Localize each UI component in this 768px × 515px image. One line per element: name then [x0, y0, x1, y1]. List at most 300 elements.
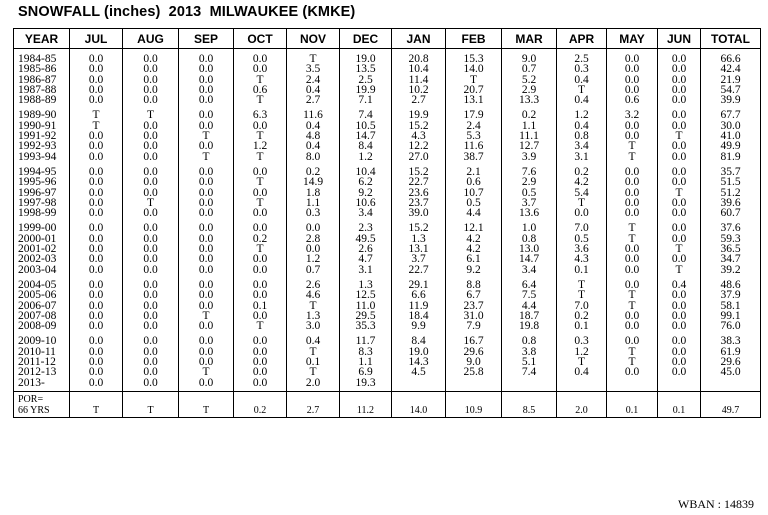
column-header-year: YEAR [14, 29, 70, 49]
snowfall-value: 0.5 [466, 196, 481, 209]
snowfall-value: 9.2 [466, 263, 481, 276]
snowfall-value: 0.5 [574, 232, 589, 245]
column-cell-oct [234, 165, 287, 221]
snowfall-value: 19.0 [355, 53, 376, 65]
snowfall-value: 59.3 [720, 232, 741, 245]
snowfall-value: 0.0 [305, 243, 321, 256]
snowfall-value: 27.0 [408, 150, 429, 163]
snowfall-value: 6.4 [521, 278, 537, 291]
snowfall-value: 14.0 [463, 63, 484, 76]
snowfall-value: 0.0 [143, 73, 158, 86]
snowfall-value: 0.0 [624, 309, 640, 322]
snowfall-value: 0.0 [624, 320, 640, 333]
snowfall-value: 7.4 [521, 366, 537, 379]
snowfall-value: 0.0 [624, 243, 640, 256]
snowfall-value: 3.6 [574, 243, 589, 256]
snowfall-value: 0.0 [143, 263, 158, 276]
year-label: 1995-96 [18, 176, 57, 189]
snowfall-value: 0.0 [143, 289, 158, 302]
snowfall-value: 5.4 [574, 186, 589, 199]
wban-label: WBAN : 14839 [678, 497, 754, 511]
snowfall-value: 9.0 [466, 356, 481, 369]
column-cell-feb [446, 108, 502, 164]
snowfall-value: 15.2 [408, 222, 429, 235]
snowfall-value: 0.0 [198, 345, 214, 358]
snowfall-value: 0.5 [521, 186, 537, 199]
snowfall-value: 0.0 [88, 278, 104, 291]
snowfall-value: 0.0 [671, 309, 687, 322]
snowfall-value: 54.7 [720, 83, 741, 96]
column-cell-year [14, 108, 70, 164]
snowfall-value: 0.4 [671, 278, 687, 291]
snowfall-value: 3.7 [411, 253, 426, 266]
por-summary-row [14, 391, 761, 417]
page-title: SNOWFALL (inches) 2013 MILWAUKEE (KMKE) [18, 4, 356, 20]
snowfall-value: 0.0 [252, 376, 268, 389]
snowfall-value: 0.0 [252, 345, 268, 358]
snowfall-value: 1.2 [574, 345, 589, 358]
column-cell-may [607, 165, 658, 221]
snowfall-value: 48.6 [720, 278, 741, 291]
snowfall-value: 42.4 [720, 63, 741, 76]
column-cell-year [14, 278, 70, 334]
column-cell-may [607, 49, 658, 109]
column-cell-sep [179, 49, 234, 109]
snowfall-value: 0.0 [88, 186, 104, 199]
column-header-jun: JUN [658, 29, 701, 49]
snowfall-value: 0.1 [305, 356, 321, 369]
column-header-dec: DEC [340, 29, 392, 49]
year-label: 1993-94 [18, 150, 57, 163]
snowfall-value: 4.7 [358, 253, 373, 266]
snowfall-value: 0.0 [624, 278, 640, 291]
column-cell-nov [287, 108, 340, 164]
snowfall-value: 0.0 [198, 222, 214, 235]
por-value-mar: 8.5 [502, 391, 557, 417]
snowfall-value: 0.2 [521, 109, 537, 122]
year-label: 1990-91 [18, 119, 57, 132]
snowfall-value: 0.4 [305, 83, 321, 96]
snowfall-value: 0.0 [252, 53, 268, 65]
snowfall-value: 0.4 [574, 119, 589, 132]
snowfall-value: 0.0 [624, 73, 640, 86]
snowfall-value: 0.1 [574, 320, 589, 333]
snowfall-value: 3.4 [574, 140, 589, 153]
snowfall-value: 41.0 [720, 130, 741, 143]
snowfall-value: 13.0 [518, 243, 540, 256]
column-cell-total [701, 108, 761, 164]
snowfall-value: 39.9 [720, 94, 741, 107]
snowfall-value: 15.2 [408, 119, 429, 132]
snowfall-value: 2.5 [574, 53, 589, 65]
snowfall-value: 0.0 [671, 345, 687, 358]
snowfall-value: 0.4 [305, 335, 321, 348]
snowfall-value: 23.7 [463, 299, 484, 312]
snowfall-value: 1.3 [358, 278, 373, 291]
snowfall-value: 0.0 [671, 176, 687, 189]
column-header-oct: OCT [234, 29, 287, 49]
snowfall-value: T [256, 130, 264, 143]
snowfall-value: 39.0 [408, 207, 429, 220]
snowfall-value: 0.3 [305, 207, 321, 220]
year-label: 2007-08 [18, 309, 57, 322]
column-cell-total [701, 165, 761, 221]
year-label: 1987-88 [18, 83, 57, 96]
column-header-may: MAY [607, 29, 658, 49]
column-cell-oct [234, 334, 287, 391]
snowfall-value: 0.0 [198, 53, 214, 65]
snowfall-value: 49.5 [355, 232, 376, 245]
column-cell-apr [557, 165, 607, 221]
snowfall-value: 0.0 [143, 253, 158, 266]
column-cell-dec [340, 221, 392, 277]
year-label: 2005-06 [18, 289, 57, 302]
snowfall-value: 0.0 [624, 253, 640, 266]
snowfall-value: 8.0 [305, 150, 321, 163]
snowfall-value: 0.0 [252, 289, 268, 302]
column-cell-oct [234, 108, 287, 164]
snowfall-value: 37.9 [720, 289, 741, 302]
snowfall-value: 0.0 [143, 366, 158, 379]
snowfall-value: 0.2 [574, 309, 589, 322]
snowfall-value: 1.3 [305, 309, 321, 322]
column-cell-aug [123, 165, 179, 221]
snowfall-value: 39.6 [720, 196, 741, 209]
year-label: 1994-95 [18, 165, 57, 178]
por-value-nov: 2.7 [287, 391, 340, 417]
snowfall-value: 3.9 [521, 150, 537, 163]
snowfall-value: 0.0 [198, 94, 214, 107]
snowfall-value: 1.1 [305, 196, 321, 209]
snowfall-value: 1.1 [521, 119, 537, 132]
snowfall-value: 0.0 [252, 309, 268, 322]
snowfall-value: 0.0 [143, 356, 158, 369]
column-cell-nov [287, 49, 340, 109]
por-value-total: 49.7 [701, 391, 761, 417]
snowfall-value: 1.2 [574, 109, 589, 122]
column-cell-feb [446, 165, 502, 221]
snowfall-value: T [577, 196, 586, 209]
snowfall-value: 0.0 [671, 366, 687, 379]
year-label: 2002-03 [18, 253, 57, 266]
snowfall-value: 0.0 [143, 53, 158, 65]
por-value-jan: 14.0 [392, 391, 446, 417]
snowfall-value: 19.8 [518, 320, 540, 333]
column-cell-feb [446, 221, 502, 277]
snowfall-value: 13.6 [518, 207, 540, 220]
snowfall-value: 0.0 [143, 345, 158, 358]
column-cell-apr [557, 278, 607, 334]
snowfall-value: 15.2 [408, 165, 429, 178]
table-row-group [14, 165, 761, 221]
snowfall-value: T [92, 119, 100, 132]
column-cell-aug [123, 334, 179, 391]
snowfall-value: 0.0 [198, 243, 214, 256]
snowfall-value: 0.0 [198, 186, 214, 199]
snowfall-value: 0.0 [88, 356, 104, 369]
snowfall-value: 0.0 [671, 299, 687, 312]
snowfall-value: 4.6 [305, 289, 321, 302]
snowfall-value: 3.1 [358, 263, 373, 276]
snowfall-value: 0.3 [574, 335, 589, 348]
snowfall-value: 0.0 [624, 207, 640, 220]
snowfall-value: 0.0 [143, 63, 158, 76]
column-cell-aug [123, 49, 179, 109]
snowfall-value: 13.3 [518, 94, 540, 107]
snowfall-value: 4.4 [521, 299, 537, 312]
snowfall-value: 3.7 [521, 196, 537, 209]
snowfall-value: 0.6 [624, 94, 640, 107]
snowfall-value: 51.5 [720, 176, 741, 189]
snowfall-value: 3.8 [521, 345, 537, 358]
snowfall-value: 4.4 [466, 207, 481, 220]
snowfall-value: 21.9 [720, 73, 741, 86]
snowfall-value: T [309, 345, 317, 358]
snowfall-value: 0.0 [143, 207, 158, 220]
column-cell-jan [392, 49, 446, 109]
column-cell-may [607, 108, 658, 164]
snowfall-value: 5.1 [521, 356, 537, 369]
snowfall-value: 0.0 [574, 207, 589, 220]
snowfall-value: 11.4 [408, 73, 429, 86]
snowfall-value: 8.8 [466, 278, 481, 291]
column-cell-year [14, 221, 70, 277]
snowfall-value: 0.0 [88, 53, 104, 65]
table-row-group [14, 278, 761, 334]
column-cell-year [14, 165, 70, 221]
snowfall-value: 0.0 [252, 119, 268, 132]
snowfall-value: 0.0 [252, 356, 268, 369]
column-cell-jan [392, 221, 446, 277]
column-cell-oct [234, 278, 287, 334]
por-value-feb: 10.9 [446, 391, 502, 417]
snowfall-value: 0.0 [88, 376, 104, 389]
column-cell-mar [502, 108, 557, 164]
snowfall-value: 9.2 [358, 186, 373, 199]
snowfall-value: 18.7 [518, 309, 540, 322]
snowfall-value: T [309, 53, 317, 65]
column-header-jan: JAN [392, 29, 446, 49]
column-cell-year [14, 334, 70, 391]
column-cell-feb [446, 278, 502, 334]
snowfall-value: 0.8 [521, 232, 537, 245]
snowfall-value: 0.0 [671, 73, 687, 86]
por-value-may: 0.1 [607, 391, 658, 417]
snowfall-value: 0.0 [143, 176, 158, 189]
snowfall-value: 0.0 [143, 278, 158, 291]
snowfall-value: 3.1 [574, 150, 589, 163]
year-label: 1999-00 [18, 222, 57, 235]
snowfall-value: 0.0 [88, 289, 104, 302]
column-cell-jun [658, 165, 701, 221]
snowfall-value: 0.0 [198, 335, 214, 348]
snowfall-value: 0.0 [671, 140, 687, 153]
snowfall-value: T [628, 150, 636, 163]
por-value-jun: 0.1 [658, 391, 701, 417]
snowfall-value: T [256, 320, 264, 333]
snowfall-value: T [577, 278, 586, 291]
snowfall-value: 0.0 [252, 222, 268, 235]
snowfall-value: 3.5 [305, 63, 321, 76]
snowfall-value: 0.0 [624, 186, 640, 199]
column-cell-dec [340, 49, 392, 109]
year-label: 2011-12 [18, 356, 56, 369]
snowfall-value: 58.1 [720, 299, 741, 312]
snowfall-value: T [577, 289, 586, 302]
snowfall-value [607, 378, 657, 388]
snowfall-value: 0.0 [252, 253, 268, 266]
column-header-feb: FEB [446, 29, 502, 49]
snowfall-value [446, 378, 501, 388]
column-cell-mar [502, 165, 557, 221]
snowfall-value: 0.0 [143, 119, 158, 132]
table-row-group [14, 334, 761, 391]
snowfall-value: 0.0 [143, 83, 158, 96]
snowfall-value: 0.7 [521, 63, 537, 76]
column-cell-jul [70, 334, 123, 391]
por-value-apr: 2.0 [557, 391, 607, 417]
snowfall-value: T [309, 366, 317, 379]
year-label: 1992-93 [18, 140, 57, 153]
snowfall-value: 0.0 [671, 63, 687, 76]
column-header-sep: SEP [179, 29, 234, 49]
snowfall-value: 0.0 [88, 222, 104, 235]
table-row-group [14, 49, 761, 109]
snowfall-value: 3.2 [624, 109, 640, 122]
snowfall-value: T [628, 345, 636, 358]
snowfall-value: T [675, 263, 683, 276]
snowfall-value: 60.7 [720, 207, 741, 220]
snowfall-value: 0.0 [252, 263, 268, 276]
column-cell-aug [123, 108, 179, 164]
snowfall-value: 0.0 [252, 335, 268, 348]
snowfall-value: 0.0 [88, 232, 104, 245]
por-label-line1: POR= [18, 393, 44, 405]
por-value-oct: 0.2 [234, 391, 287, 417]
snowfall-value: 4.2 [466, 243, 481, 256]
snowfall-value: T [628, 289, 636, 302]
column-cell-oct [234, 221, 287, 277]
year-label: 2013- [18, 376, 45, 389]
snowfall-value: T [628, 356, 636, 369]
snowfall-value: 0.3 [574, 63, 589, 76]
column-cell-total [701, 334, 761, 391]
snowfall-value: 19.0 [408, 345, 429, 358]
snowfall-value: 0.0 [88, 196, 104, 209]
snowfall-value: 2.0 [305, 376, 321, 389]
snowfall-value: 0.4 [305, 140, 321, 153]
snowfall-value: T [628, 232, 636, 245]
snowfall-value: 2.9 [521, 83, 537, 96]
snowfall-value: 25.8 [463, 366, 484, 379]
snowfall-value: 0.0 [198, 119, 214, 132]
snowfall-value: 1.0 [521, 222, 537, 235]
snowfall-value: 0.6 [466, 176, 481, 189]
snowfall-value: T [256, 94, 264, 107]
snowfall-value: 5.2 [521, 73, 537, 86]
snowfall-value: 14.9 [302, 176, 324, 189]
snowfall-value: 0.0 [198, 63, 214, 76]
column-cell-total [701, 49, 761, 109]
snowfall-value: 10.7 [463, 186, 484, 199]
snowfall-value: 45.0 [720, 366, 741, 379]
column-cell-sep [179, 334, 234, 391]
year-label: 1997-98 [18, 196, 57, 209]
column-cell-dec [340, 165, 392, 221]
snowfall-value: 0.0 [198, 253, 214, 266]
snowfall-value: 14.7 [355, 130, 376, 143]
column-cell-apr [557, 108, 607, 164]
snowfall-value: T [628, 222, 636, 235]
column-cell-apr [557, 334, 607, 391]
snowfall-value: 14.7 [518, 253, 540, 266]
snowfall-value: T [92, 109, 100, 122]
year-label: 2006-07 [18, 299, 57, 312]
snowfall-value: 0.0 [143, 232, 158, 245]
snowfall-value: T [146, 109, 155, 122]
snowfall-value: 0.0 [624, 130, 640, 143]
snowfall-value: 1.1 [358, 356, 373, 369]
snowfall-value: 0.0 [143, 335, 158, 348]
snowfall-value: 0.0 [198, 376, 214, 389]
snowfall-value: 5.3 [466, 130, 481, 143]
snowfall-value: 2.7 [411, 94, 426, 107]
snowfall-value: 0.0 [143, 299, 158, 312]
por-value-jul: T [70, 391, 123, 417]
snowfall-value: 2.4 [466, 119, 481, 132]
snowfall-value: 0.0 [198, 299, 214, 312]
snowfall-value: 4.3 [411, 130, 426, 143]
year-label: 2010-11 [18, 345, 56, 358]
snowfall-value: 0.0 [305, 222, 321, 235]
snowfall-value: 3.0 [305, 320, 321, 333]
snowfall-value: 1.8 [305, 186, 321, 199]
snowfall-value: 8.3 [358, 345, 373, 358]
snowfall-value: 2.6 [305, 278, 321, 291]
snowfall-value: 7.5 [521, 289, 537, 302]
snowfall-value: 15.3 [463, 53, 484, 65]
por-label [14, 391, 70, 417]
snowfall-value: 0.0 [671, 94, 687, 107]
snowfall-value: 17.9 [463, 109, 484, 122]
snowfall-value: 0.0 [198, 232, 214, 245]
column-cell-mar [502, 221, 557, 277]
snowfall-value: 9.9 [411, 320, 426, 333]
snowfall-value: T [202, 130, 210, 143]
snowfall-value: 4.2 [466, 232, 481, 245]
snowfall-value: 0.2 [574, 165, 589, 178]
year-label: 1986-87 [18, 73, 57, 86]
snowfall-value: 51.2 [720, 186, 741, 199]
column-cell-dec [340, 278, 392, 334]
column-cell-jul [70, 165, 123, 221]
snowfall-value: 0.0 [88, 176, 104, 189]
column-cell-feb [446, 334, 502, 391]
snowfall-value: T [628, 299, 636, 312]
column-header-nov: NOV [287, 29, 340, 49]
snowfall-value: 9.0 [521, 53, 537, 65]
column-cell-aug [123, 278, 179, 334]
snowfall-value: 66.6 [720, 53, 741, 65]
snowfall-value: 0.0 [88, 94, 104, 107]
snowfall-value: T [628, 140, 636, 153]
snowfall-value: 0.0 [88, 165, 104, 178]
snowfall-value: T [675, 130, 683, 143]
snowfall-value: 0.0 [143, 320, 158, 333]
snowfall-value: T [256, 176, 264, 189]
snowfall-value: 36.5 [720, 243, 741, 256]
snowfall-value: 7.6 [521, 165, 537, 178]
